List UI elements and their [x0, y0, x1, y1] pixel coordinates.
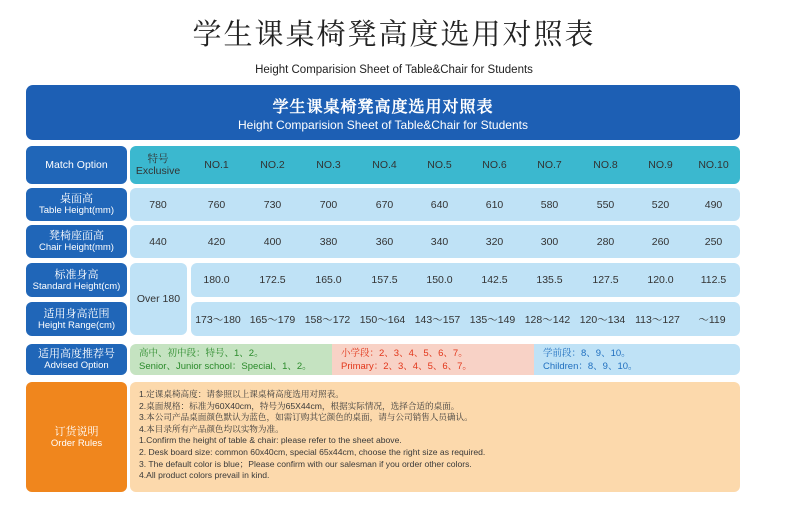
advised-children-cn: 学前段：8、9、10。: [543, 347, 631, 359]
order-rule-line: 4.本目录所有产品颜色均以实物为准。: [139, 423, 284, 434]
option-cell: NO.1: [204, 159, 229, 171]
order-rules-label-en: Order Rules: [50, 437, 103, 449]
order-rule-line: 2. Desk board size: common 60x40cm, special 65x44cm, choose the right size as required.: [139, 446, 486, 457]
order-rule-line: 1.定课桌椅高度：请参照以上课桌椅高度选用对照表。: [139, 389, 344, 399]
table-height-cell: 670: [375, 198, 394, 211]
order-rules-label: [26, 382, 127, 492]
advised-primary-cn: 小学段：2、3、4、5、6、7。: [341, 347, 468, 359]
advised-children-en: Children：8、9、10。: [543, 360, 638, 372]
standard-height-cell: 180.0: [203, 274, 230, 286]
chair-height-cell: 440: [149, 235, 167, 248]
table-height-cell: 520: [651, 198, 670, 211]
chair-height-label-cn: 凳椅座面高: [49, 229, 104, 242]
advised-senior: [130, 344, 332, 375]
standard-height-cell: 127.5: [592, 274, 619, 286]
option-cell: NO.3: [316, 159, 341, 171]
table-height-cell: 610: [485, 198, 504, 211]
standard-height-cell: 112.5: [700, 274, 727, 286]
height-range-label-en: Height Range(cm): [37, 319, 116, 331]
exclusive-en: Exclusive: [135, 165, 181, 177]
advised-senior-en: Senior、Junior school：Special、1、2。: [139, 360, 312, 372]
chair-height-cell: 260: [651, 235, 670, 248]
option-cell: NO.7: [537, 159, 562, 171]
advised-option-label-en: Advised Option: [44, 360, 109, 371]
height-range-cell: 120～134: [579, 313, 626, 326]
height-range-label: [26, 302, 127, 336]
advised-primary-en: Primary：2、3、4、5、6、7。: [341, 360, 472, 372]
height-range-cell: 113～127: [635, 313, 680, 326]
exclusive-cell: [130, 146, 186, 184]
standard-height-cell: 157.5: [371, 274, 398, 286]
page-title: 学生课桌椅凳高度选用对照表: [192, 17, 596, 51]
order-rule-line: 3.本公司产品桌面颜色默认为蓝色，如需订购其它颜色的桌面，请与公司销售人员确认。: [139, 412, 473, 423]
banner-title-en: Height Comparision Sheet of Table&Chair for Students: [238, 118, 528, 132]
chair-height-cell: 360: [375, 235, 394, 248]
table-height-cell: 760: [207, 198, 226, 211]
height-range-cell: 165～179: [249, 313, 296, 326]
standard-height-cell: 150.0: [426, 274, 453, 286]
table-height-label: [26, 188, 127, 221]
standard-height-cell: 142.5: [481, 274, 508, 286]
chair-height-cell: 250: [704, 235, 723, 248]
standard-height-cell: 172.5: [259, 274, 286, 286]
table-height-cell: 640: [430, 198, 449, 211]
chair-height-cell: 320: [485, 235, 504, 248]
height-range-label-cn: 适用身高范围: [43, 306, 110, 320]
advised-senior-cn: 高中、初中段：特号、1、2。: [139, 347, 264, 359]
order-rules-box: [130, 382, 740, 492]
standard-height-cell: 135.5: [536, 274, 563, 286]
chair-height-cell: 380: [319, 235, 338, 248]
match-option-label-text: Match Option: [45, 158, 108, 171]
table-height-cell: 550: [596, 198, 615, 211]
order-rule-line: 2.桌面规格：标准为60X40cm，特号为65X44cm，根据实际情况，选择合适的桌面。: [139, 400, 460, 411]
standard-height-label-en: Standard Height(cm): [32, 280, 121, 292]
advised-children: [534, 344, 740, 375]
page-subtitle: Height Comparision Sheet of Table&Chair for Students: [255, 64, 533, 76]
height-range-cell: 143～157: [414, 313, 461, 326]
table-height-cell: 730: [263, 198, 282, 211]
advised-primary: [332, 344, 534, 375]
order-rule-line: 3. The default color is blue；Please confirm with our salesman if you order other colors.: [139, 458, 472, 469]
chair-height-cell: 340: [430, 235, 449, 248]
chair-height-cell: 400: [263, 235, 282, 248]
option-cell: NO.5: [427, 159, 452, 171]
height-range-cell: 128～142: [524, 313, 571, 326]
standard-height-cell: 165.0: [315, 274, 342, 286]
chair-height-label: [26, 225, 127, 258]
table-height-label-en: Table Height(mm): [39, 205, 114, 216]
advised-option-label: [26, 344, 127, 375]
height-range-cell: 135～149: [469, 313, 516, 326]
chair-height-cell: 300: [540, 235, 559, 248]
option-cell: NO.10: [698, 159, 729, 171]
title-banner: [26, 85, 740, 140]
over-180-cell: Over 180: [130, 263, 187, 335]
standard-height-label-cn: 标准身高: [54, 267, 99, 281]
option-cell: NO.6: [482, 159, 507, 171]
chair-height-cell: 280: [596, 235, 615, 248]
height-range-cell: 158～172: [304, 313, 351, 326]
match-option-label: [26, 146, 127, 184]
table-height-cell: 780: [149, 198, 167, 211]
table-height-cell: 580: [540, 198, 559, 211]
option-cell: NO.2: [260, 159, 285, 171]
table-height-cell: 490: [704, 198, 723, 211]
chair-height-label-en: Chair Height(mm): [39, 242, 114, 253]
option-cell: NO.4: [372, 159, 397, 171]
order-rule-line: 4.All product colors prevail in kind.: [139, 470, 270, 481]
standard-height-label: [26, 263, 127, 297]
option-cell: NO.9: [648, 159, 673, 171]
order-rule-line: 1.Confirm the height of table & chair: please refer to the sheet above.: [139, 435, 402, 446]
order-rules-label-cn: 订货说明: [54, 424, 99, 438]
exclusive-cn: 特号: [147, 153, 169, 165]
table-height-label-cn: 桌面高: [60, 192, 93, 205]
height-range-cell: ～119: [698, 313, 726, 326]
banner-title-cn: 学生课桌椅凳高度选用对照表: [272, 97, 494, 116]
height-range-cell: 150～164: [359, 313, 406, 326]
advised-option-label-cn: 适用高度推荐号: [38, 347, 115, 360]
standard-height-cell: 120.0: [647, 274, 674, 286]
table-height-cell: 700: [319, 198, 338, 211]
height-range-cell: 173～180: [195, 313, 241, 326]
chair-height-cell: 420: [207, 235, 226, 248]
option-cell: NO.8: [593, 159, 618, 171]
